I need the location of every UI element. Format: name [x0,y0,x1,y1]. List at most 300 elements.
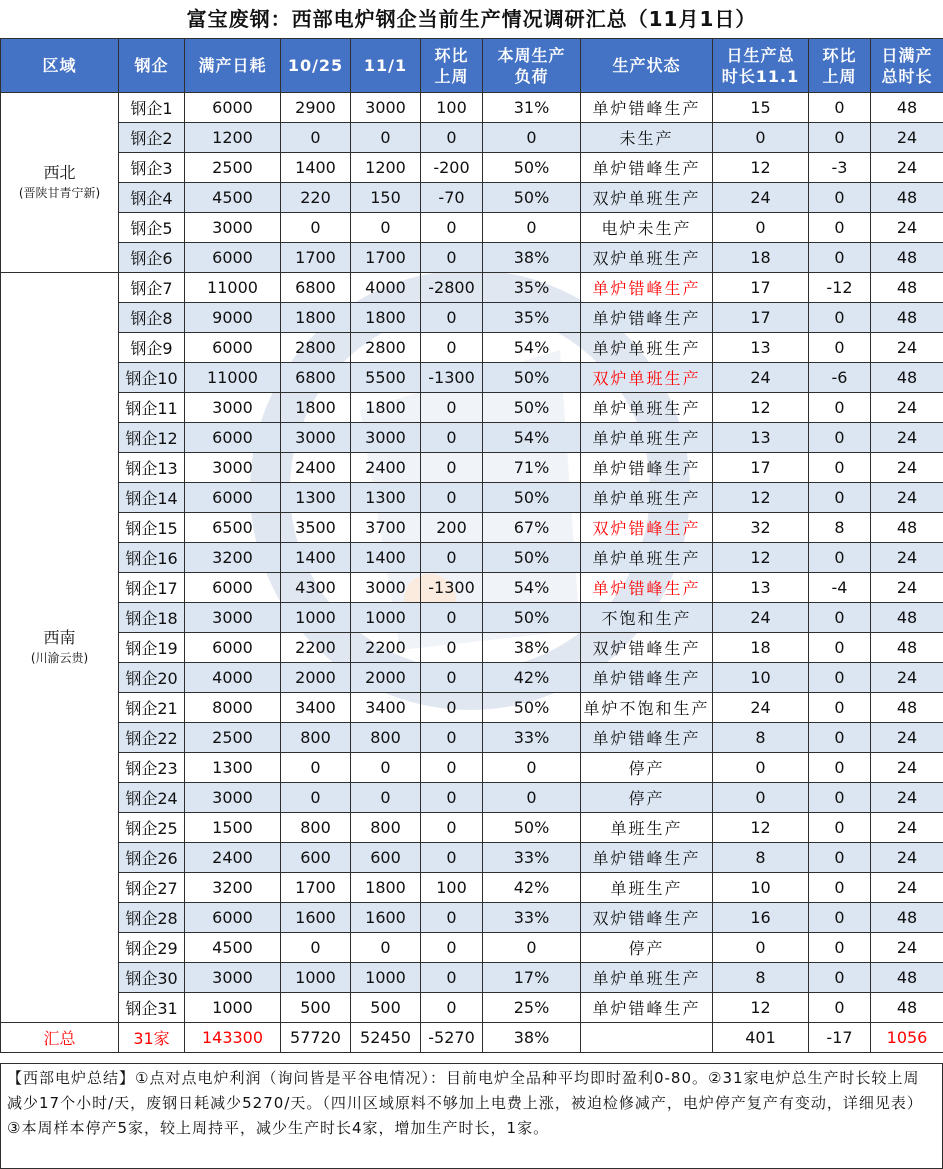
table-cell: 0 [809,123,871,153]
column-header-4: 11/1 [351,39,421,93]
table-cell: 24 [871,783,943,813]
table-cell: 钢企29 [119,933,185,963]
table-cell: 单炉错峰生产 [581,573,713,603]
table-cell: 0 [809,453,871,483]
table-cell: 0 [809,843,871,873]
table-cell: 50% [483,153,581,183]
table-cell: 1600 [351,903,421,933]
table-cell: 17% [483,963,581,993]
table-row [1,693,943,723]
table-cell: 800 [281,723,351,753]
table-cell: 35% [483,303,581,333]
table-cell: 5500 [351,363,421,393]
table-cell: 12 [713,993,809,1023]
table-cell: 3400 [281,693,351,723]
table-cell: 50% [483,393,581,423]
table-cell: -2800 [421,273,483,303]
table-cell: 双炉单班生产 [581,363,713,393]
table-cell: 钢企16 [119,543,185,573]
table-cell: 0 [483,933,581,963]
table-cell: 0 [351,213,421,243]
table-cell: 钢企27 [119,873,185,903]
table-cell: 33% [483,903,581,933]
summary-cell: 31家 [119,1023,185,1053]
table-cell: 钢企28 [119,903,185,933]
table-cell: 17 [713,453,809,483]
table-cell: 48 [871,603,943,633]
table-cell: 48 [871,633,943,663]
table-cell: 24 [871,123,943,153]
table-cell: 钢企18 [119,603,185,633]
table-cell: 2900 [281,93,351,123]
table-cell: 33% [483,723,581,753]
table-cell: 24 [871,543,943,573]
table-cell: 0 [421,783,483,813]
table-cell: 钢企9 [119,333,185,363]
table-cell: 24 [871,573,943,603]
table-cell: 双炉错峰生产 [581,513,713,543]
table-cell: 24 [871,423,943,453]
table-cell: 停产 [581,933,713,963]
table-cell: 24 [871,333,943,363]
table-cell: 0 [351,783,421,813]
table-cell: 0 [713,783,809,813]
table-cell: 48 [871,903,943,933]
table-cell: 单炉单班生产 [581,393,713,423]
column-header-7: 生产状态 [581,39,713,93]
table-row [1,483,943,513]
table-cell: 1600 [281,903,351,933]
table-cell: 0 [809,393,871,423]
table-cell: 单炉单班生产 [581,423,713,453]
table-cell: 24 [713,183,809,213]
table-cell: 1400 [281,153,351,183]
table-cell: 1200 [185,123,281,153]
table-cell: 0 [281,933,351,963]
table-cell: 0 [713,753,809,783]
column-header-3: 10/25 [281,39,351,93]
table-cell: -4 [809,573,871,603]
table-row [1,513,943,543]
table-cell: 0 [421,753,483,783]
table-cell: 0 [713,123,809,153]
table-cell: -200 [421,153,483,183]
table-cell: 13 [713,423,809,453]
table-cell: -3 [809,153,871,183]
table-cell: 6000 [185,483,281,513]
table-cell: 3000 [185,393,281,423]
table-cell: 500 [351,993,421,1023]
table-body [1,93,943,1053]
table-cell: 2800 [281,333,351,363]
production-table [0,38,943,1053]
table-cell: 0 [713,213,809,243]
table-row [1,93,943,123]
region-cell [1,93,119,273]
table-cell: 钢企21 [119,693,185,723]
table-cell: 48 [871,513,943,543]
table-row [1,273,943,303]
table-cell: 钢企11 [119,393,185,423]
table-cell: 0 [421,633,483,663]
table-cell: 钢企10 [119,363,185,393]
table-cell: 50% [483,813,581,843]
table-cell: 38% [483,243,581,273]
table-cell: 0 [483,123,581,153]
table-row [1,663,943,693]
table-cell: 54% [483,573,581,603]
table-cell: 钢企23 [119,753,185,783]
table-cell: 0 [421,813,483,843]
table-cell: 50% [483,483,581,513]
table-cell: 24 [713,603,809,633]
table-row [1,903,943,933]
table-cell: 48 [871,273,943,303]
table-cell: 1700 [281,873,351,903]
table-row [1,813,943,843]
table-cell: 1300 [185,753,281,783]
table-cell: 48 [871,243,943,273]
table-cell: 0 [421,603,483,633]
table-cell: 200 [421,513,483,543]
table-cell: 单炉单班生产 [581,483,713,513]
table-cell: 0 [421,423,483,453]
table-cell: 6000 [185,903,281,933]
region-name: 西南 [43,627,76,647]
summary-cell: 38% [483,1023,581,1053]
table-cell: 0 [809,723,871,753]
summary-cell: 1056 [871,1023,943,1053]
table-cell: 钢企2 [119,123,185,153]
table-row [1,843,943,873]
table-cell: 11000 [185,273,281,303]
table-cell: 2200 [281,633,351,663]
table-cell: 12 [713,483,809,513]
table-row [1,213,943,243]
table-cell: 钢企7 [119,273,185,303]
table-cell: 0 [421,303,483,333]
table-cell: 0 [421,933,483,963]
table-cell: 48 [871,303,943,333]
table-cell: 1300 [281,483,351,513]
table-cell: 48 [871,183,943,213]
table-row [1,873,943,903]
table-cell: 0 [281,783,351,813]
column-header-5: 环比 上周 [421,39,483,93]
table-cell: 0 [421,333,483,363]
table-cell: 8000 [185,693,281,723]
table-cell: 3000 [281,423,351,453]
table-cell: 6500 [185,513,281,543]
table-cell: 0 [713,933,809,963]
table-cell: 3000 [185,603,281,633]
summary-row [1,1023,943,1053]
table-cell: 2400 [351,453,421,483]
table-cell: 3700 [351,513,421,543]
table-cell: -12 [809,273,871,303]
column-header-10: 日满产 总时长 [871,39,943,93]
table-cell: 6800 [281,363,351,393]
summary-cell: -17 [809,1023,871,1053]
table-cell: 24 [871,453,943,483]
table-row [1,153,943,183]
table-cell: 10 [713,663,809,693]
table-cell: 1000 [185,993,281,1023]
region-provinces: (晋陕甘青宁新) [18,185,101,200]
table-cell: 钢企24 [119,783,185,813]
table-row [1,333,943,363]
table-row [1,393,943,423]
table-cell: 0 [809,813,871,843]
region-provinces: (川渝云贵) [30,650,89,665]
table-row [1,123,943,153]
table-cell: 0 [483,783,581,813]
table-cell: 12 [713,813,809,843]
table-cell: 800 [351,723,421,753]
table-cell: 9000 [185,303,281,333]
table-cell: 0 [809,993,871,1023]
region-name: 西北 [43,162,76,182]
table-cell: 48 [871,693,943,723]
table-cell: 0 [809,183,871,213]
table-cell: 3500 [281,513,351,543]
table-cell: 钢企19 [119,633,185,663]
table-cell: 67% [483,513,581,543]
table-cell: 单班生产 [581,813,713,843]
table-cell: 钢企6 [119,243,185,273]
table-cell: 单炉错峰生产 [581,453,713,483]
table-cell: 0 [281,213,351,243]
table-cell: -70 [421,183,483,213]
table-cell: 35% [483,273,581,303]
table-cell: 24 [871,483,943,513]
table-cell: 4000 [185,663,281,693]
table-cell: 4300 [281,573,351,603]
table-cell: 钢企8 [119,303,185,333]
table-cell: 0 [351,753,421,783]
table-row [1,243,943,273]
table-cell: 0 [421,123,483,153]
table-cell: 48 [871,963,943,993]
table-cell: 双炉错峰生产 [581,903,713,933]
table-cell: 单炉错峰生产 [581,843,713,873]
table-cell: 3000 [351,93,421,123]
region-cell [1,273,119,1023]
table-cell: 双炉单班生产 [581,243,713,273]
table-cell: 0 [421,963,483,993]
table-cell: 50% [483,183,581,213]
table-cell: 停产 [581,753,713,783]
table-cell: 0 [809,783,871,813]
table-row [1,933,943,963]
table-cell: 0 [421,903,483,933]
table-cell: -1300 [421,573,483,603]
table-cell: 0 [809,333,871,363]
table-cell: 0 [351,123,421,153]
table-row [1,633,943,663]
table-cell: 6000 [185,423,281,453]
table-cell: 钢企3 [119,153,185,183]
table-cell: 单炉单班生产 [581,963,713,993]
table-cell: -1300 [421,363,483,393]
table-cell: 8 [713,723,809,753]
table-cell: 2000 [281,663,351,693]
table-cell: 钢企25 [119,813,185,843]
table-cell: 单炉错峰生产 [581,663,713,693]
table-cell: 3000 [185,783,281,813]
table-cell: 15 [713,93,809,123]
table-cell: 1800 [281,393,351,423]
table-cell: 100 [421,873,483,903]
table-cell: 钢企30 [119,963,185,993]
column-header-8: 日生产总 时长11.1 [713,39,809,93]
table-cell: 42% [483,663,581,693]
table-cell: 1700 [281,243,351,273]
table-cell: 单炉错峰生产 [581,303,713,333]
table-cell: 0 [421,993,483,1023]
table-cell: 13 [713,573,809,603]
table-cell: 0 [809,693,871,723]
table-cell: 钢企12 [119,423,185,453]
table-cell: 1800 [281,303,351,333]
table-cell: 48 [871,363,943,393]
table-cell: 18 [713,633,809,663]
table-cell: 8 [713,843,809,873]
table-row [1,303,943,333]
table-cell: 0 [281,123,351,153]
table-cell: 8 [809,513,871,543]
table-cell: 24 [871,723,943,753]
table-cell: 1000 [281,963,351,993]
table-cell: 600 [351,843,421,873]
table-row [1,723,943,753]
table-cell: 单班生产 [581,873,713,903]
table-cell: 0 [809,423,871,453]
table-cell: 24 [871,813,943,843]
table-cell: 12 [713,543,809,573]
table-cell: 0 [421,723,483,753]
table-cell: 54% [483,333,581,363]
table-cell: 3000 [185,213,281,243]
table-cell: 0 [351,933,421,963]
table-row [1,603,943,633]
table-cell: 18 [713,243,809,273]
table-cell: 1400 [351,543,421,573]
table-cell: 800 [351,813,421,843]
table-cell: 2500 [185,723,281,753]
table-cell: 电炉未生产 [581,213,713,243]
table-cell: 8 [713,963,809,993]
table-cell: 0 [809,243,871,273]
table-cell: 0 [421,453,483,483]
table-header-row [1,39,943,93]
table-cell: 0 [483,753,581,783]
column-header-0: 区域 [1,39,119,93]
table-cell: 0 [809,543,871,573]
table-cell: 800 [281,813,351,843]
summary-cell: -5270 [421,1023,483,1053]
table-cell: 4000 [351,273,421,303]
table-cell: 钢企22 [119,723,185,753]
table-cell: 50% [483,543,581,573]
table-cell: 0 [421,393,483,423]
table-cell: 3000 [185,963,281,993]
table-cell: 3000 [351,573,421,603]
summary-cell: 汇总 [1,1023,119,1053]
table-cell: 钢企13 [119,453,185,483]
table-cell: 42% [483,873,581,903]
table-cell: 16 [713,903,809,933]
table-cell: 50% [483,693,581,723]
page-title: 富宝废钢：西部电炉钢企当前生产情况调研汇总（11月1日） [186,7,757,31]
table-cell: 单炉不饱和生产 [581,693,713,723]
table-cell: 0 [421,693,483,723]
table-cell: 双炉错峰生产 [581,633,713,663]
table-cell: 3200 [185,543,281,573]
table-cell: 2200 [351,633,421,663]
table-cell: 0 [421,213,483,243]
table-cell: 钢企1 [119,93,185,123]
table-cell: 13 [713,333,809,363]
table-cell: 4500 [185,933,281,963]
table-row [1,423,943,453]
summary-cell: 401 [713,1023,809,1053]
table-cell: 未生产 [581,123,713,153]
table-cell: 1000 [351,603,421,633]
table-cell: 1000 [281,603,351,633]
column-header-2: 满产日耗 [185,39,281,93]
table-cell: 单炉错峰生产 [581,993,713,1023]
table-cell: 1200 [351,153,421,183]
table-cell: 0 [809,903,871,933]
table-cell: 钢企20 [119,663,185,693]
table-cell: 0 [421,483,483,513]
table-cell: 单炉单班生产 [581,333,713,363]
table-cell: 32 [713,513,809,543]
table-cell: 1800 [351,873,421,903]
table-cell: 单炉错峰生产 [581,93,713,123]
summary-cell: 57720 [281,1023,351,1053]
table-row [1,783,943,813]
table-cell: 6000 [185,573,281,603]
table-cell: 24 [871,933,943,963]
table-cell: 24 [871,153,943,183]
table-row [1,183,943,213]
table-cell: 25% [483,993,581,1023]
table-cell: 1500 [185,813,281,843]
table-cell: 17 [713,303,809,333]
table-cell: 24 [871,663,943,693]
table-cell: 3000 [351,423,421,453]
table-cell: 钢企26 [119,843,185,873]
table-cell: 600 [281,843,351,873]
table-cell: 2000 [351,663,421,693]
table-cell: 1000 [351,963,421,993]
table-cell: 0 [809,933,871,963]
table-cell: 1700 [351,243,421,273]
table-cell: 6800 [281,273,351,303]
table-cell: 6000 [185,93,281,123]
table-cell: 38% [483,633,581,663]
summary-cell: 52450 [351,1023,421,1053]
table-cell: 10 [713,873,809,903]
summary-note: 【西部电炉总结】①点对点电炉利润（询问皆是平谷电情况）：目前电炉全品种平均即时盈利0-80。②31家电炉总生产时长较上周减少17个小时/天，废钢日耗减少5270/天。（四川区域原料不够加上电费上涨，被迫检修减产，电炉停产复产有变动，详细见表）③本周样本停产5家，较上周持平，减少生产时长4家，增加生产时长，1家。 [0,1063,943,1169]
table-cell: 3200 [185,873,281,903]
table-row [1,993,943,1023]
table-cell: 0 [809,633,871,663]
table-row [1,363,943,393]
table-cell: 24 [871,843,943,873]
